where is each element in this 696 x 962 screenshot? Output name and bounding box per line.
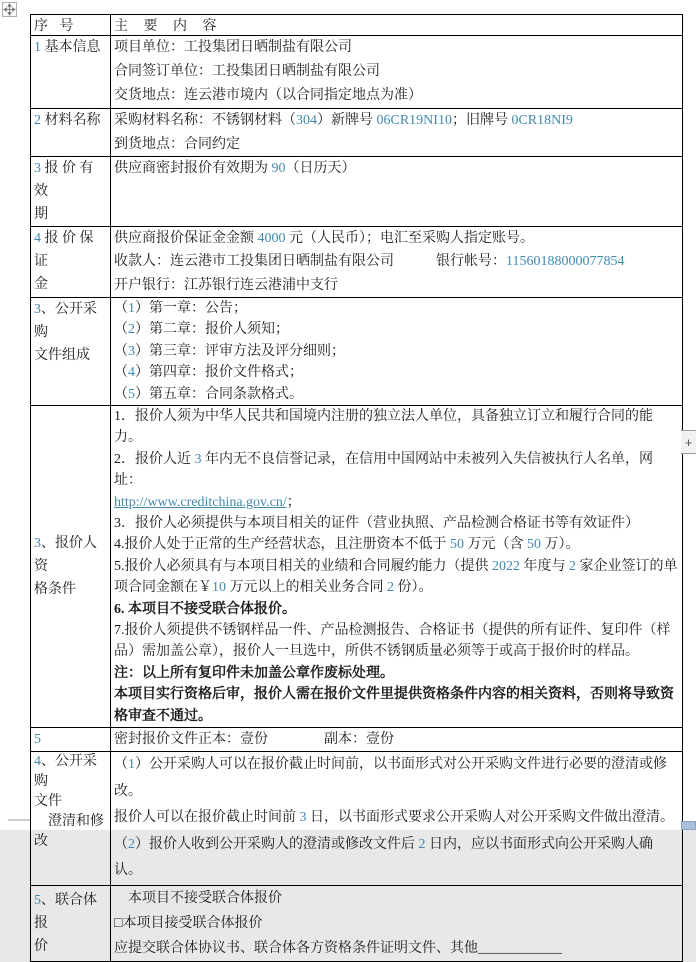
row-label: 3 报 价 有 效: [34, 161, 97, 199]
content-line: 7.报价人须提供不锈钢样品一件、产品检测报告、合格证书（提供的所有证件、复印件（样品）需加盖公章），报价人一旦选中，所供不锈钢质量必须等于或高于报价时的样品。: [114, 622, 671, 660]
row-label: 价: [34, 938, 48, 954]
row-label-cell[interactable]: [31, 752, 111, 886]
row-label: 2 材料名称: [34, 113, 101, 128]
content-line: 注：以上所有复印件未加盖公章作废标处理。: [114, 665, 394, 681]
table-move-handle-icon[interactable]: [2, 2, 17, 17]
content-line: 5.报价人必须具有与本项目相关的业绩和合同履约能力（提供 2022 年度与 2 家企业签订的单项合同金额在￥10 万元以上的相关业务合同 2 份）。: [114, 558, 678, 596]
row-content-cell[interactable]: [111, 752, 683, 886]
row-label-cell[interactable]: [31, 227, 111, 298]
document-table: [30, 14, 683, 962]
content-line: （2）报价人收到公开采购人的澄清或修改文件后 2 日内，应以书面形式向公开采购人确认。: [114, 836, 653, 879]
table-body: [31, 36, 683, 962]
row-label-cell[interactable]: [31, 109, 111, 157]
content-line: 到货地点：合同约定: [114, 136, 240, 152]
page-margin-mark: [8, 819, 30, 821]
content-line: （4）第四章：报价文件格式；: [114, 365, 303, 381]
content-line: □本项目接受联合体报价: [114, 915, 263, 931]
table-row: [31, 728, 683, 752]
content-line: 本项目实行资格后审，报价人需在报价文件里提供资格条件内容的相关资料，否则将导致资格审查不通过。: [114, 687, 674, 724]
row-label: 金: [34, 277, 48, 292]
content-line: （2）第二章：报价人须知；: [114, 322, 289, 338]
content-line: 项目单位：工投集团日晒制盐有限公司: [114, 40, 352, 55]
table-row: [31, 297, 683, 405]
content-line: 本项目不接受联合体报价: [114, 890, 282, 906]
move-icon: [4, 4, 15, 15]
scrollbar-corner[interactable]: [681, 821, 696, 830]
row-content-cell[interactable]: [111, 157, 683, 227]
row-label: 3、报价人资: [34, 535, 97, 574]
content-line: 收款人：连云港市工投集团日晒制盐有限公司 银行帐号：11560188000077854: [114, 254, 625, 270]
content-line: （1）公开采购人可以在报价截止时间前，以书面形式对公开采购文件进行必要的澄清或修改。: [114, 757, 667, 799]
table-header-row: [31, 15, 683, 36]
header-cell-seq[interactable]: 序 号: [31, 15, 111, 36]
row-label-cell[interactable]: [31, 297, 111, 405]
row-label-cell[interactable]: [31, 885, 111, 961]
content-line: 4.报价人处于正常的生产经营状态，且注册资本不低于 50 万元（含 50 万）。: [114, 537, 580, 553]
row-content-cell[interactable]: [111, 297, 683, 405]
row-label: 5、联合体报: [34, 892, 97, 931]
row-content-cell[interactable]: [111, 405, 683, 727]
plus-button[interactable]: +: [681, 430, 696, 454]
row-label: 4、公开采购: [34, 754, 97, 790]
content-line: 采购材料名称：不锈钢材料（304）新牌号 06CR19NI10；旧牌号 0CR18NI9: [114, 113, 573, 128]
row-label-cell[interactable]: [31, 405, 111, 727]
row-content-cell[interactable]: [111, 109, 683, 157]
row-label: 改: [34, 834, 48, 850]
row-label: 4 报 价 保 证: [34, 231, 97, 269]
content-line: 供应商报价保证金金额 4000 元（人民币）；电汇至采购人指定账号。: [114, 231, 534, 246]
row-content-cell[interactable]: [111, 728, 683, 752]
table-row: [31, 157, 683, 227]
header-cell-main-content[interactable]: 主 要 内 容: [111, 15, 683, 36]
content-line: 2．报价人近 3 年内无不良信誉记录，在信用中国网站中未被列入失信被执行人名单，网址：: [114, 451, 653, 489]
row-label: 1 基本信息: [34, 40, 101, 55]
row-content-cell[interactable]: [111, 36, 683, 109]
row-label: 文件: [34, 794, 62, 810]
content-line: 应提交联合体协议书、联合体各方资格条件证明文件、其他____________: [114, 940, 562, 956]
content-line: 供应商密封报价有效期为 90（日历天）: [114, 161, 356, 176]
url-link[interactable]: http://www.creditchina.gov.cn/；: [114, 494, 301, 510]
content-line: 密封报价文件正本：壹份 副本：壹份: [114, 732, 394, 748]
content-line: （3）第三章：评审方法及评分细则；: [114, 343, 345, 359]
row-label-cell[interactable]: [31, 157, 111, 227]
content-line: 开户银行：江苏银行连云港浦中支行: [114, 277, 338, 293]
row-content-cell[interactable]: [111, 885, 683, 961]
table-row: [31, 405, 683, 727]
content-line: 交货地点：连云港市境内（以合同指定地点为准）: [114, 88, 422, 103]
row-label: 期: [34, 207, 48, 222]
table-row: [31, 227, 683, 298]
row-label: 文件组成: [34, 347, 90, 363]
table-row: [31, 885, 683, 961]
row-label: 3、公开采购: [34, 301, 97, 340]
table-row: [31, 36, 683, 109]
content-line: 合同签订单位：工投集团日晒制盐有限公司: [114, 64, 380, 79]
content-line: 3．报价人必须提供与本项目相关的证件（营业执照、产品检测合格证书等有效证件）: [114, 515, 639, 531]
row-label-cell[interactable]: [31, 728, 111, 752]
row-label: 澄清和修: [34, 814, 104, 830]
row-label: 格条件: [34, 581, 76, 597]
row-label: 5: [34, 732, 41, 748]
content-line: 报价人可以在报价截止时间前 3 日，以书面形式要求公开采购人对公开采购文件做出澄清。: [114, 810, 674, 826]
row-content-cell[interactable]: [111, 227, 683, 298]
content-line: 6. 本项目不接受联合体报价。: [114, 601, 296, 617]
content-line: （5）第五章：合同条款格式。: [114, 386, 303, 402]
content-line: 1．报价人须为中华人民共和国境内注册的独立法人单位，具备独立订立和履行合同的能力。: [114, 408, 653, 446]
content-line: （1）第一章：公告；: [114, 300, 247, 316]
row-label-cell[interactable]: [31, 36, 111, 109]
table-row: [31, 109, 683, 157]
table-row: [31, 752, 683, 886]
